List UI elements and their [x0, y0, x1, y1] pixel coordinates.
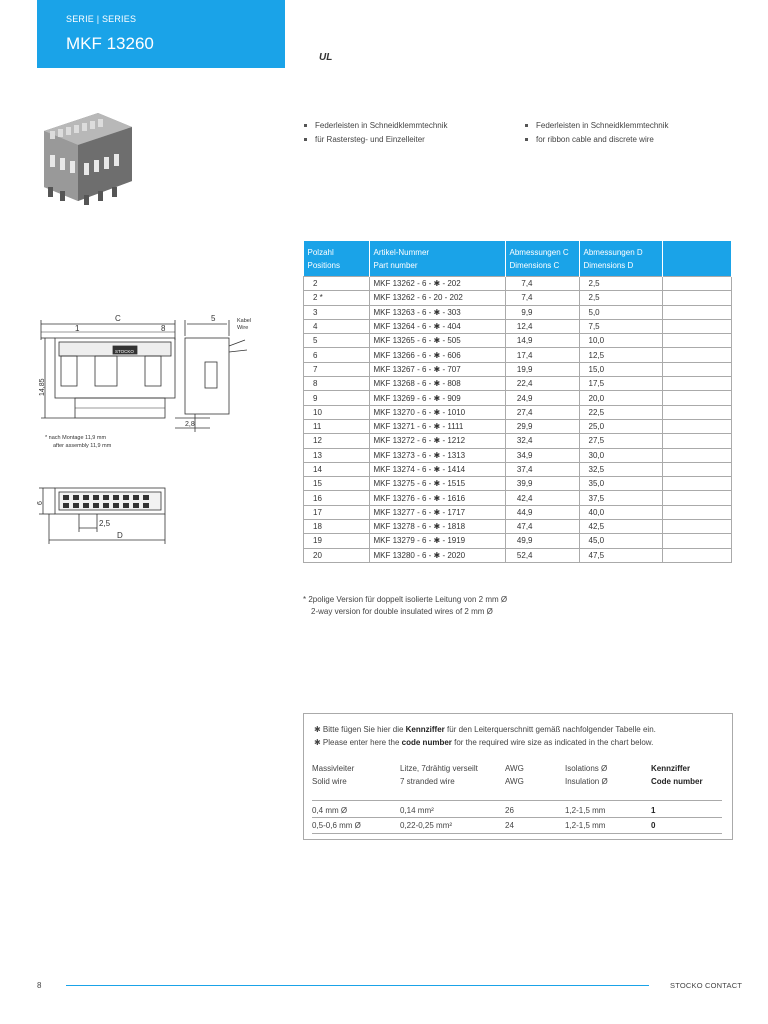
- cell-dim-d: 20,0: [579, 391, 662, 405]
- series-header: [37, 0, 285, 68]
- cell-dim-c: 22,4: [505, 377, 579, 391]
- cell-part-number: MKF 13265 - 6 - ✱ - 505: [369, 334, 505, 348]
- cell-positions: 19: [304, 534, 370, 548]
- cell-part-number: MKF 13273 - 6 - ✱ - 1313: [369, 448, 505, 462]
- dim-d-label: D: [117, 531, 123, 540]
- cell-part-number: MKF 13266 - 6 - ✱ - 606: [369, 348, 505, 362]
- cell-dim-c: 17,4: [505, 348, 579, 362]
- cell-dim-c: 47,4: [505, 520, 579, 534]
- page-title: MKF 13260: [66, 34, 154, 53]
- divider: [312, 833, 722, 834]
- cell-dim-c: 9,9: [505, 305, 579, 319]
- cell-dim-d: 7,5: [579, 319, 662, 333]
- cell-dim-d: 25,0: [579, 419, 662, 433]
- cell-positions: 9: [304, 391, 370, 405]
- feature-item: für Rastersteg- und Einzelleiter: [303, 133, 448, 147]
- cell-dim-d: 12,5: [579, 348, 662, 362]
- cell-positions: 15: [304, 477, 370, 491]
- cell-part-number: MKF 13279 - 6 - ✱ - 1919: [369, 534, 505, 548]
- kabel-label: Kabel: [237, 318, 252, 324]
- table-row: [304, 520, 732, 534]
- dim-c-label: C: [115, 314, 121, 323]
- cell-dim-c: 12,4: [505, 319, 579, 333]
- table-row: [304, 505, 732, 519]
- cell-positions: 2: [304, 277, 370, 291]
- cell-empty: [662, 277, 732, 291]
- cell-part-number: MKF 13270 - 6 - ✱ - 1010: [369, 405, 505, 419]
- cell-part-number: MKF 13271 - 6 - ✱ - 1111: [369, 419, 505, 433]
- col-positions: Polzahl Positions: [304, 241, 370, 277]
- table-row: [304, 319, 732, 333]
- cell-dim-c: 19,9: [505, 362, 579, 376]
- col-part-number: Artikel-Nummer Part number: [369, 241, 505, 277]
- cell-dim-c: 32,4: [505, 434, 579, 448]
- cell-empty: [662, 548, 732, 562]
- footnote: [303, 594, 507, 618]
- feature-item: Federleisten in Schneidklemmtechnik: [303, 119, 448, 133]
- cell-empty: [662, 305, 732, 319]
- dim-5-label: 5: [211, 314, 216, 323]
- dim-28-label: 2,8: [185, 421, 195, 428]
- cell-dim-c: 29,9: [505, 419, 579, 433]
- row1-litze: 0,14 mm²: [400, 806, 434, 815]
- hdr-solid-wire: Massivleiter Solid wire: [312, 764, 355, 786]
- table-row: [304, 391, 732, 405]
- row2-awg: 24: [505, 821, 514, 830]
- page-number: 8: [37, 981, 42, 990]
- cell-positions: 6: [304, 348, 370, 362]
- cell-positions: 13: [304, 448, 370, 462]
- cell-dim-d: 2,5: [579, 291, 662, 305]
- row1-awg: 26: [505, 806, 514, 815]
- cell-part-number: MKF 13274 - 6 - ✱ - 1414: [369, 462, 505, 476]
- cell-empty: [662, 491, 732, 505]
- dimension-drawing-front: [35, 310, 265, 460]
- cell-dim-c: 42,4: [505, 491, 579, 505]
- cell-empty: [662, 391, 732, 405]
- table-row: [304, 277, 732, 291]
- feature-item: for ribbon cable and discrete wire: [524, 133, 669, 147]
- footer-line: [66, 985, 649, 986]
- cell-positions: 10: [304, 405, 370, 419]
- stocko-mark: STOCKO: [115, 349, 134, 354]
- cell-positions: 12: [304, 434, 370, 448]
- feature-list-en: [524, 119, 669, 146]
- cell-dim-c: 24,9: [505, 391, 579, 405]
- col-dim-d: Abmessungen D Dimensions D: [579, 241, 662, 277]
- cell-empty: [662, 462, 732, 476]
- cell-empty: [662, 348, 732, 362]
- dim-8-label: 8: [161, 324, 166, 333]
- cell-empty: [662, 534, 732, 548]
- table-row: [304, 477, 732, 491]
- cell-empty: [662, 520, 732, 534]
- code-instruction-de: ✱ Bitte fügen Sie hier die Kennziffer für den Leiterquerschnitt gemäß nachfolgender Tabelle ein.: [314, 725, 656, 734]
- cell-dim-c: 14,9: [505, 334, 579, 348]
- footnote-de: * 2polige Version für doppelt isolierte Leitung von 2 mm Ø: [303, 595, 508, 604]
- table-row: [304, 362, 732, 376]
- table-row: [304, 334, 732, 348]
- cell-dim-d: 47,5: [579, 548, 662, 562]
- cell-positions: 4: [304, 319, 370, 333]
- table-row: [304, 434, 732, 448]
- cell-empty: [662, 334, 732, 348]
- table-row: [304, 462, 732, 476]
- cell-dim-d: 5,0: [579, 305, 662, 319]
- row2-solid: 0,5-0,6 mm Ø: [312, 821, 361, 830]
- cell-positions: 11: [304, 419, 370, 433]
- cell-positions: 2 *: [304, 291, 370, 305]
- cell-dim-c: 49,9: [505, 534, 579, 548]
- divider: [312, 800, 722, 801]
- dimension-drawing-bottom: [35, 478, 195, 548]
- wire-label: Wire: [237, 325, 249, 331]
- assembly-note-de: * nach Montage 11,9 mm: [45, 435, 107, 441]
- footnote-en: 2-way version for double insulated wires of 2 mm Ø: [311, 607, 493, 616]
- code-instruction-en: ✱ Please enter here the code number for the required wire size as indicated in the chart below.: [314, 738, 654, 747]
- hdr-awg: AWG AWG: [505, 764, 524, 786]
- cell-empty: [662, 405, 732, 419]
- dim-25-label: 2,5: [99, 519, 111, 528]
- cell-dim-d: 37,5: [579, 491, 662, 505]
- cell-part-number: MKF 13264 - 6 - ✱ - 404: [369, 319, 505, 333]
- cell-empty: [662, 434, 732, 448]
- cell-dim-c: 37,4: [505, 462, 579, 476]
- cell-empty: [662, 362, 732, 376]
- table-row: [304, 291, 732, 305]
- table-row: [304, 405, 732, 419]
- table-row: [304, 419, 732, 433]
- cell-dim-d: 40,0: [579, 505, 662, 519]
- cell-empty: [662, 291, 732, 305]
- dim-1-label: 1: [75, 324, 80, 333]
- cell-dim-c: 44,9: [505, 505, 579, 519]
- cell-empty: [662, 419, 732, 433]
- dim-height-label: 14,85: [39, 378, 46, 396]
- cell-positions: 3: [304, 305, 370, 319]
- cell-part-number: MKF 13280 - 6 - ✱ - 2020: [369, 548, 505, 562]
- connector-photo: [36, 103, 136, 215]
- cell-dim-d: 15,0: [579, 362, 662, 376]
- cell-dim-d: 17,5: [579, 377, 662, 391]
- cell-dim-d: 10,0: [579, 334, 662, 348]
- hdr-stranded-wire: Litze, 7drähtig verseilt 7 stranded wire: [400, 764, 478, 786]
- cell-dim-d: 22,5: [579, 405, 662, 419]
- table-row: [304, 534, 732, 548]
- cell-empty: [662, 448, 732, 462]
- row2-code: 0: [651, 821, 656, 830]
- row1-code: 1: [651, 806, 656, 815]
- cell-positions: 8: [304, 377, 370, 391]
- cell-dim-c: 39,9: [505, 477, 579, 491]
- cell-part-number: MKF 13278 - 6 - ✱ - 1818: [369, 520, 505, 534]
- feature-item: Federleisten in Schneidklemmtechnik: [524, 119, 669, 133]
- row1-iso: 1,2-1,5 mm: [565, 806, 606, 815]
- feature-list-de: [303, 119, 448, 146]
- cell-part-number: MKF 13277 - 6 - ✱ - 1717: [369, 505, 505, 519]
- cell-positions: 16: [304, 491, 370, 505]
- table-row: [304, 548, 732, 562]
- cell-empty: [662, 377, 732, 391]
- cell-dim-c: 7,4: [505, 277, 579, 291]
- cell-dim-d: 2,5: [579, 277, 662, 291]
- cell-positions: 14: [304, 462, 370, 476]
- cell-dim-c: 7,4: [505, 291, 579, 305]
- cell-part-number: MKF 13269 - 6 - ✱ - 909: [369, 391, 505, 405]
- part-number-table: [303, 241, 732, 563]
- cell-positions: 20: [304, 548, 370, 562]
- table-row: [304, 305, 732, 319]
- row2-litze: 0,22-0,25 mm²: [400, 821, 453, 830]
- col-empty: [662, 241, 732, 277]
- cell-empty: [662, 505, 732, 519]
- footer-brand: STOCKO CONTACT: [670, 981, 743, 990]
- row2-iso: 1,2-1,5 mm: [565, 821, 606, 830]
- cell-empty: [662, 319, 732, 333]
- cell-part-number: MKF 13262 - 6 - ✱ - 202: [369, 277, 505, 291]
- cell-part-number: MKF 13267 - 6 - ✱ - 707: [369, 362, 505, 376]
- cell-dim-c: 27,4: [505, 405, 579, 419]
- cell-part-number: MKF 13272 - 6 - ✱ - 1212: [369, 434, 505, 448]
- col-dim-c: Abmessungen C Dimensions C: [505, 241, 579, 277]
- cell-positions: 18: [304, 520, 370, 534]
- cell-positions: 5: [304, 334, 370, 348]
- cell-dim-d: 30,0: [579, 448, 662, 462]
- table-row: [304, 448, 732, 462]
- code-number-box: [303, 713, 733, 840]
- table-row: [304, 491, 732, 505]
- cell-part-number: MKF 13276 - 6 - ✱ - 1616: [369, 491, 505, 505]
- cell-dim-d: 32,5: [579, 462, 662, 476]
- cell-positions: 7: [304, 362, 370, 376]
- cell-positions: 17: [304, 505, 370, 519]
- table-row: [304, 348, 732, 362]
- cell-dim-d: 42,5: [579, 520, 662, 534]
- divider: [312, 817, 722, 818]
- hdr-code-number: Kennziffer Code number: [651, 764, 703, 786]
- cell-dim-d: 45,0: [579, 534, 662, 548]
- series-label: SERIE | SERIES: [66, 14, 137, 24]
- row1-solid: 0,4 mm Ø: [312, 806, 348, 815]
- table-row: [304, 377, 732, 391]
- cell-part-number: MKF 13275 - 6 - ✱ - 1515: [369, 477, 505, 491]
- cell-dim-c: 34,9: [505, 448, 579, 462]
- dim-6-label: 6: [37, 501, 44, 505]
- cell-empty: [662, 477, 732, 491]
- cell-dim-d: 27,5: [579, 434, 662, 448]
- cell-dim-c: 52,4: [505, 548, 579, 562]
- cell-part-number: MKF 13263 - 6 - ✱ - 303: [369, 305, 505, 319]
- hdr-insulation: Isolations Ø Insulation Ø: [565, 764, 608, 786]
- ul-cert-logo: UL: [319, 52, 333, 63]
- table-header-row: [304, 241, 732, 277]
- assembly-note-en: after assembly 11,9 mm: [53, 443, 112, 449]
- cell-dim-d: 35,0: [579, 477, 662, 491]
- cell-part-number: MKF 13262 - 6 - 20 - 202: [369, 291, 505, 305]
- cell-part-number: MKF 13268 - 6 - ✱ - 808: [369, 377, 505, 391]
